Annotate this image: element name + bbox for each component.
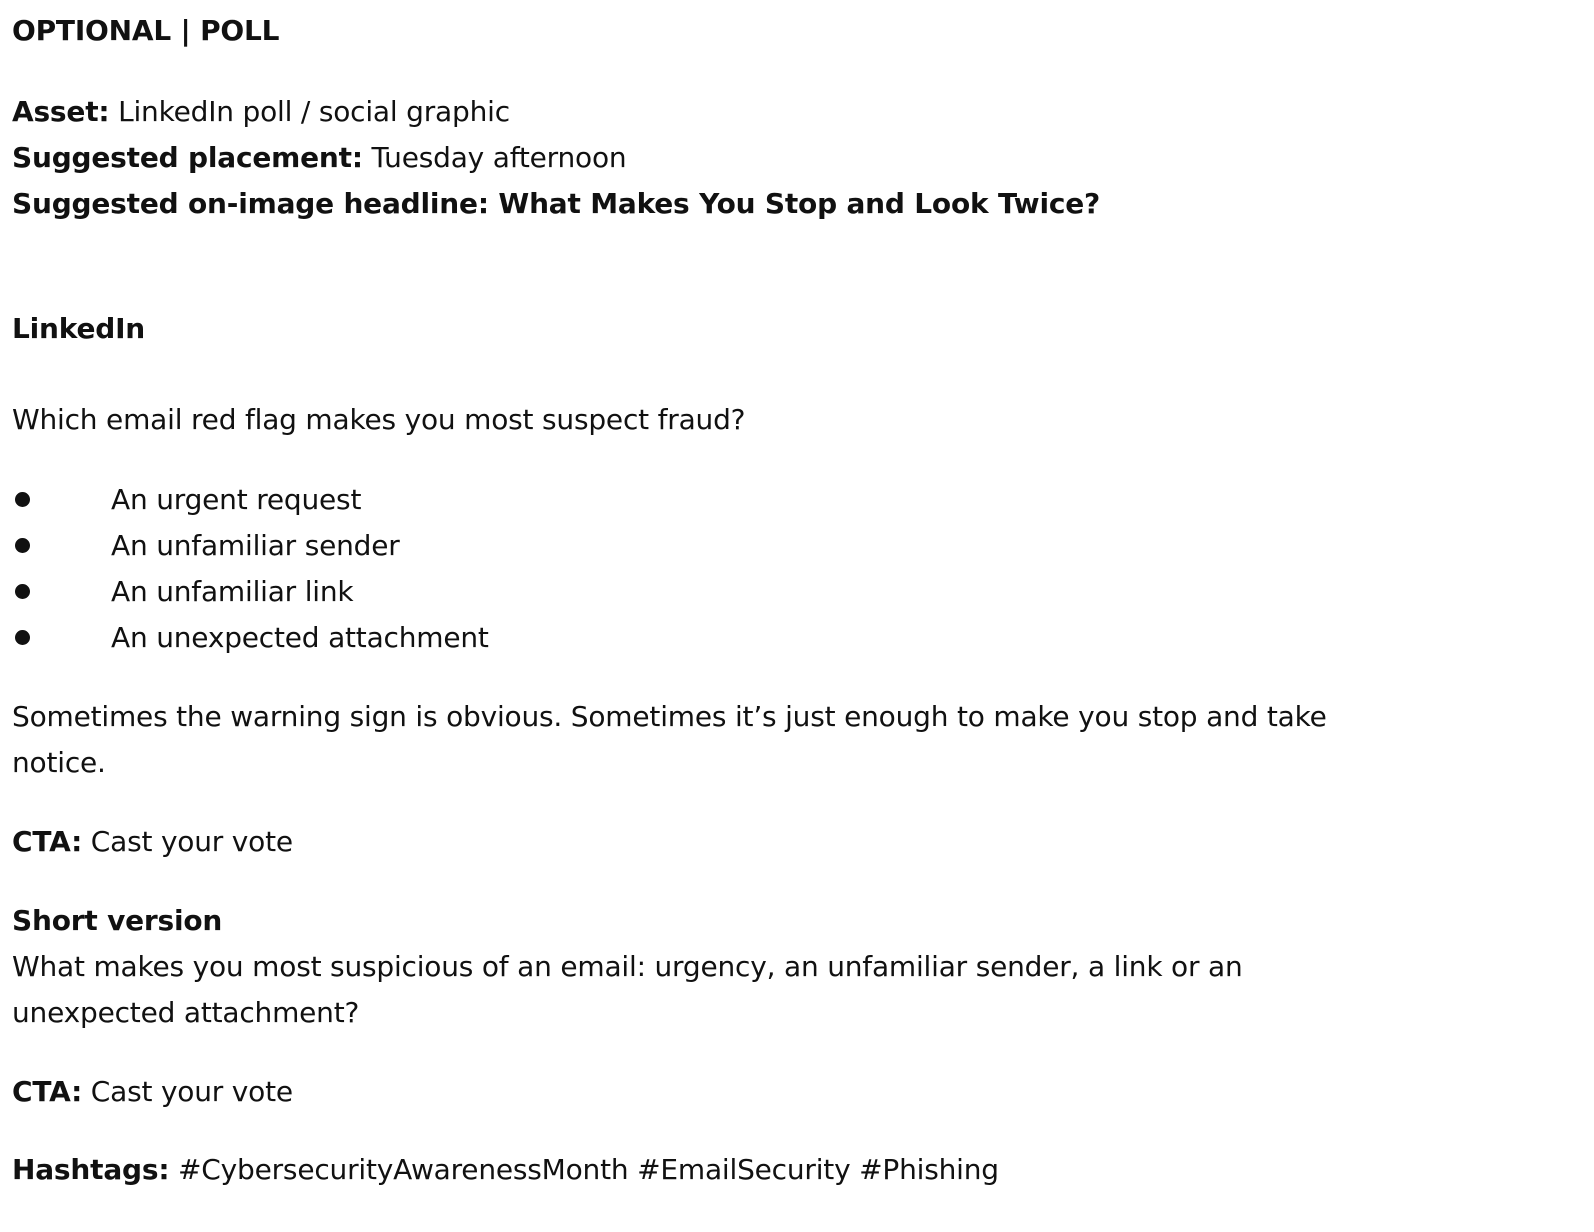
short-version-cta-line [12,1074,293,1110]
poll-option-label: An unfamiliar sender [111,529,400,562]
linkedin-section-title: LinkedIn [12,312,146,345]
poll-option-label: An unexpected attachment [111,621,489,654]
body-text-line-1: Sometimes the warning sign is obvious. Sometimes it’s just enough to make you stop and take [12,700,1327,733]
headline-line [12,186,1100,222]
page-title: OPTIONAL | POLL [12,14,280,47]
bullet-icon [15,492,30,507]
asset-label: Asset: [12,95,110,128]
poll-option-label: An urgent request [111,483,362,516]
bullet-icon [15,584,30,599]
short-version-text-line-2: unexpected attachment? [12,996,360,1029]
placement-label: Suggested placement: [12,141,363,174]
poll-option-label: An unfamiliar link [111,575,354,608]
headline-value: What Makes You Stop and Look Twice? [498,187,1101,220]
cta-value: Cast your vote [90,825,293,858]
hashtags-label: Hashtags: [12,1153,170,1186]
headline-label: Suggested on-image headline: [12,187,489,220]
cta-label: CTA: [12,1075,83,1108]
linkedin-cta-line [12,824,293,860]
hashtags-value: #CybersecurityAwarenessMonth #EmailSecurity #Phishing [178,1153,999,1186]
asset-line [12,94,510,130]
bullet-icon [15,630,30,645]
cta-value: Cast your vote [90,1075,293,1108]
bullet-icon [15,538,30,553]
short-version-text-line-1: What makes you most suspicious of an email: urgency, an unfamiliar sender, a link or an [12,950,1243,983]
short-version-title: Short version [12,904,223,937]
body-text-line-2: notice. [12,746,106,779]
hashtags-line [12,1152,999,1188]
cta-label: CTA: [12,825,83,858]
poll-question: Which email red flag makes you most suspect fraud? [12,403,746,436]
placement-line [12,140,626,176]
placement-value: Tuesday afternoon [371,141,627,174]
asset-value: LinkedIn poll / social graphic [118,95,510,128]
